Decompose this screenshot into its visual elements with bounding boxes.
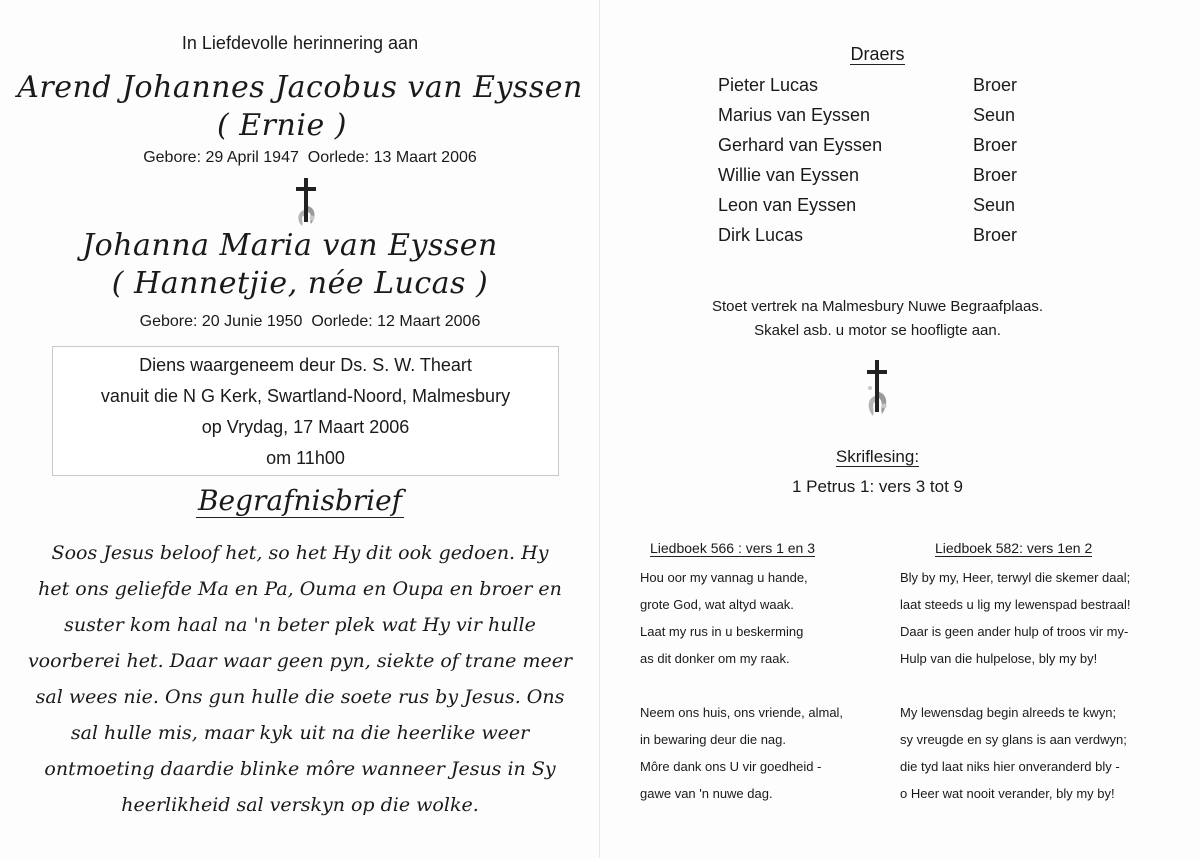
bearer-relation: Broer xyxy=(973,225,1018,245)
hymn-line: o Heer wat nooit verander, bly my by! xyxy=(900,786,1115,801)
service-church: vanuit die N G Kerk, Swartland-Noord, Malmesbury xyxy=(100,386,511,406)
hymn-line: My lewensdag begin alreeds te kwyn; xyxy=(900,705,1117,720)
service-date: op Vrydag, 17 Maart 2006 xyxy=(201,417,410,437)
bearer-relation: Seun xyxy=(973,105,1016,125)
hymn-line: Hulp van die hulpelose, bly my by! xyxy=(900,651,1098,666)
bearer-name: Marius van Eyssen xyxy=(718,105,871,125)
cross-icon xyxy=(862,358,892,420)
born-label: Gebore: xyxy=(139,313,198,330)
bearer-relation: Broer xyxy=(973,165,1018,185)
born-date: 29 April 1947 xyxy=(205,149,299,166)
bearer-relation: Broer xyxy=(973,75,1018,95)
bearer-name: Pieter Lucas xyxy=(718,75,819,95)
born-label: Gebore: xyxy=(143,149,202,166)
brief-line: voorberei het. Daar waar geen pyn, siekte of trane meer xyxy=(27,650,573,672)
bearer-relation: Broer xyxy=(973,135,1018,155)
service-officiant: Diens waargeneem deur Ds. S. W. Theart xyxy=(139,355,472,375)
person2-name: Johanna Maria van Eyssen xyxy=(82,228,498,263)
person2-nickname: ( Hannetjie, née Lucas ) xyxy=(111,266,489,301)
died-label: Oorlede: xyxy=(311,313,373,330)
service-time: om 11h00 xyxy=(266,448,345,468)
brief-line: sal wees nie. Ons gun hulle die soete rus by Jesus. Ons xyxy=(35,686,565,708)
hymn-line: laat steeds u lig my lewenspad bestraal! xyxy=(900,597,1131,612)
hymn1-title: Liedboek 566 : vers 1 en 3 xyxy=(650,540,816,556)
died-label: Oorlede: xyxy=(307,149,370,166)
died-date: 12 Maart 2006 xyxy=(377,313,481,330)
skriflesing-reference: 1 Petrus 1: vers 3 tot 9 xyxy=(791,477,964,496)
brief-line: Soos Jesus beloof het, so het Hy dit ook gedoen. Hy xyxy=(51,542,549,564)
draers-title: Draers xyxy=(850,44,905,64)
brief-line: ontmoeting daardie blinke môre wanneer Jesus in Sy xyxy=(44,758,556,780)
died-date: 13 Maart 2006 xyxy=(373,149,477,166)
person1-name: Arend Johannes Jacobus van Eyssen xyxy=(17,70,583,105)
bearer-name: Gerhard van Eyssen xyxy=(718,135,883,155)
bearer-name: Leon van Eyssen xyxy=(718,195,857,215)
right-page xyxy=(600,0,1200,858)
person2-dates xyxy=(10,313,610,331)
service-details-box xyxy=(52,346,559,476)
hymn-line: Daar is geen ander hulp of troos vir my- xyxy=(900,624,1129,639)
hymn-line: Neem ons huis, ons vriende, almal, xyxy=(640,705,844,720)
skriflesing-title: Skriflesing: xyxy=(835,447,920,466)
cross-icon xyxy=(291,176,321,230)
brief-line: sal hulle mis, maar kyk uit na die heerlike weer xyxy=(70,722,530,744)
hymn-line: Bly by my, Heer, terwyl die skemer daal; xyxy=(900,570,1131,585)
hymn2-title: Liedboek 582: vers 1en 2 xyxy=(935,540,1093,556)
procession-notice: Stoet vertrek na Malmesbury Nuwe Begraafplaas. xyxy=(712,298,1043,315)
memorial-intro: In Liefdevolle herinnering aan xyxy=(181,33,419,53)
hymn-line: in bewaring deur die nag. xyxy=(640,732,786,747)
headlights-notice: Skakel asb. u motor se hoofligte aan. xyxy=(754,322,1001,339)
brief-title: Begrafnisbrief xyxy=(197,484,403,517)
bearer-name: Willie van Eyssen xyxy=(718,165,860,185)
bearer-name: Dirk Lucas xyxy=(718,225,804,245)
hymn-line: Laat my rus in u beskerming xyxy=(640,624,804,639)
brief-line: het ons geliefde Ma en Pa, Ouma en Oupa en broer en xyxy=(38,578,562,600)
hymn-line: Môre dank ons U vir goedheid - xyxy=(640,759,822,774)
hymn-line: Hou oor my vannag u hande, xyxy=(640,570,808,585)
person1-dates xyxy=(10,149,610,167)
hymn-line: sy vreugde en sy glans is aan verdwyn; xyxy=(900,732,1127,747)
hymn-line: grote God, wat altyd waak. xyxy=(640,597,794,612)
hymn-line: die tyd laat niks hier onveranderd bly - xyxy=(900,759,1120,774)
person1-nickname: ( Ernie ) xyxy=(217,108,347,143)
hymn-line: gawe van 'n nuwe dag. xyxy=(640,786,773,801)
born-date: 20 Junie 1950 xyxy=(201,313,303,330)
hymn-line: as dit donker om my raak. xyxy=(640,651,790,666)
brief-line: suster kom haal na 'n beter plek wat Hy vir hulle xyxy=(64,614,536,636)
bearer-relation: Seun xyxy=(973,195,1016,215)
brief-line: heerlikheid sal verskyn op die wolke. xyxy=(121,794,479,816)
